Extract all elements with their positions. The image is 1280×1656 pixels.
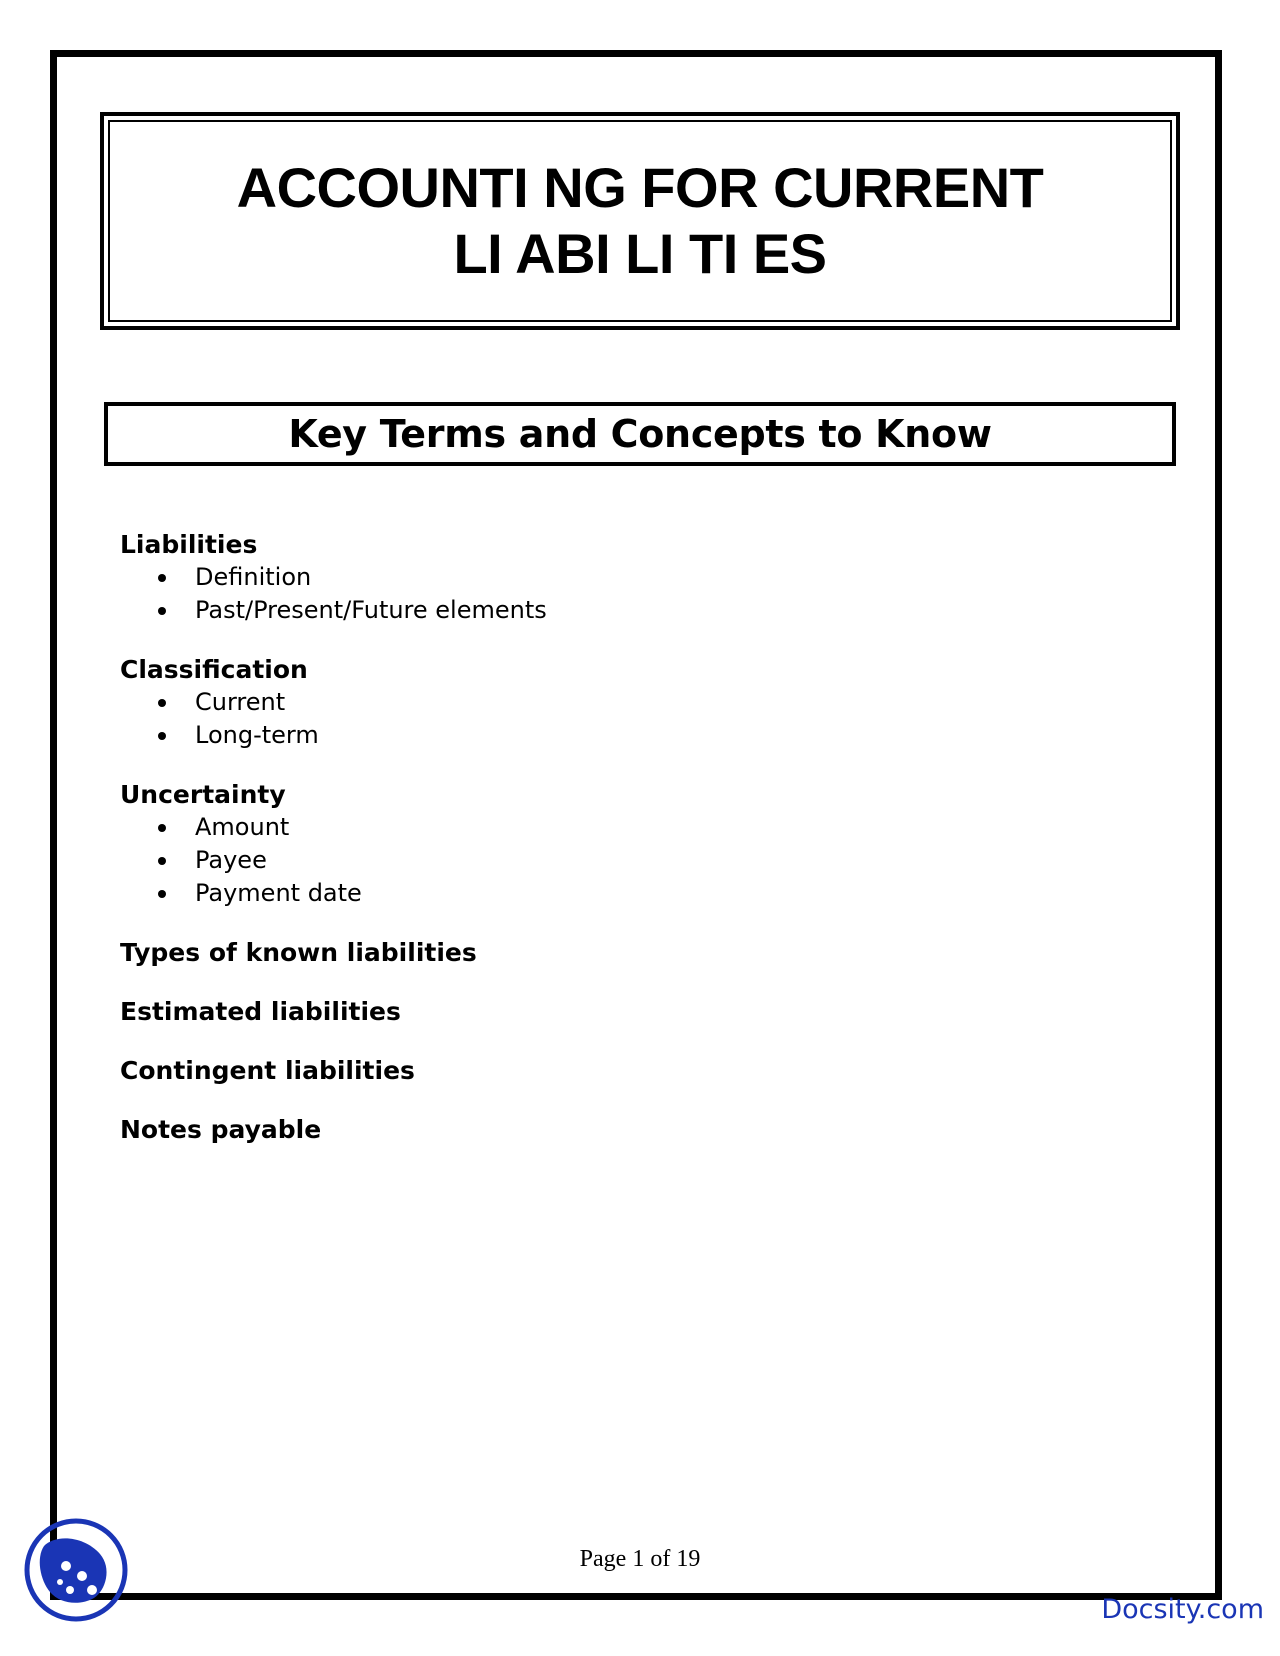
section-heading: Notes payable	[120, 1115, 322, 1144]
document-title-line-1: ACCOUNTI NG FOR CURRENT	[236, 156, 1044, 219]
docsity-logo-icon	[22, 1516, 130, 1624]
list-item: Current	[120, 686, 1020, 719]
section-heading: Classification	[120, 655, 308, 684]
section-notes-payable	[120, 1113, 1020, 1146]
bullet-icon	[158, 824, 166, 832]
section-estimated-liabilities	[120, 995, 1020, 1028]
section-contingent-liabilities	[120, 1054, 1020, 1087]
bullet-list	[120, 811, 1020, 910]
bullet-icon	[158, 890, 166, 898]
bullet-icon	[158, 699, 166, 707]
bullet-list	[120, 561, 1020, 627]
section-heading: Uncertainty	[120, 780, 286, 809]
section-heading: Liabilities	[120, 530, 258, 559]
section-classification	[120, 653, 1020, 752]
list-item: Definition	[120, 561, 1020, 594]
section-subtitle: Key Terms and Concepts to Know	[288, 412, 992, 456]
key-terms-list	[120, 528, 1020, 1172]
page-number: Page 1 of 19	[579, 1546, 701, 1572]
subtitle-box	[104, 402, 1176, 466]
bullet-icon	[158, 574, 166, 582]
list-item: Long-term	[120, 719, 1020, 752]
list-item: Payee	[120, 844, 1020, 877]
list-item: Past/Present/Future elements	[120, 594, 1020, 627]
list-item: Amount	[120, 811, 1020, 844]
section-heading: Types of known liabilities	[120, 938, 477, 967]
list-item: Payment date	[120, 877, 1020, 910]
section-known-liabilities	[120, 936, 1020, 969]
section-heading: Contingent liabilities	[120, 1056, 415, 1085]
document-title-line-2: LI ABI LI TI ES	[453, 222, 827, 285]
section-heading: Estimated liabilities	[120, 997, 401, 1026]
section-liabilities	[120, 528, 1020, 627]
bullet-icon	[158, 607, 166, 615]
bullet-icon	[158, 857, 166, 865]
title-inner-frame	[108, 120, 1172, 322]
bullet-icon	[158, 732, 166, 740]
bullet-list	[120, 686, 1020, 752]
title-box	[100, 112, 1180, 330]
section-uncertainty	[120, 778, 1020, 910]
docsity-watermark[interactable]: Docsity.com	[1101, 1594, 1264, 1625]
